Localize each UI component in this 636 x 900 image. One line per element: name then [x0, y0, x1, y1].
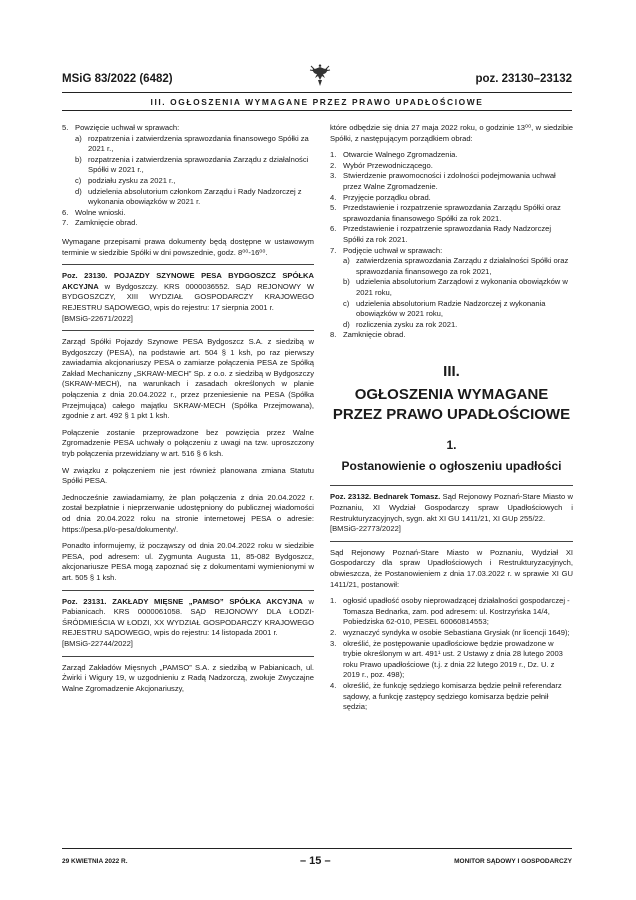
entry-23131-header: Poz. 23131. ZAKŁADY MIĘSNE „PAMSO” SPÓŁKA AKCYJNA w Pabianicach. KRS 0000061058. SĄD REJONOWY DLA ŁODZI-ŚRÓDMIEŚCIA W ŁODZI, XX WYDZIAŁ GOSPODARCZY KRAJOWEGO REJESTRU SĄDOWEGO, wpis do rejestru: 14 listopada 2001 r. [BMSiG-22744/2022] — [62, 596, 315, 648]
list-item: d) udzielenia absolutorium członkom Zarządu i Rady Nadzorczej z wykonania obowiązków w 2021 r. — [75, 186, 302, 207]
entry-ref: [BMSiG-22744/2022] — [62, 638, 133, 648]
subsection-heading: Postanowienie o ogłoszeniu upadłości — [341, 459, 562, 474]
issue-date: 29 KWIETNIA 2022 R. — [62, 858, 128, 865]
documents-note: Wymagane przepisami prawa dokumenty będą dostępne w ustawowym terminie w siedzibie Spółki w dni powszednie, godz. 8⁰⁰-16⁰⁰. — [62, 236, 314, 257]
list-item: d) rozliczenia zysku za rok 2021. — [343, 319, 458, 329]
entry-separator — [330, 485, 573, 486]
entry-separator — [62, 264, 314, 265]
paragraph: Połączenie zostanie przeprowadzone bez powzięcia przez Walne Zgromadzenie PESA uchwały o połączeniu z uwagi na tzw. uproszczony tryb połączenia przewidziany w art. 516 § 6 ksh. — [62, 427, 314, 459]
right-column — [330, 123, 573, 713]
footer-rule — [62, 848, 572, 849]
paragraph: Zarząd Spółki Pojazdy Szynowe PESA Bydgoszcz S.A. z siedzibą w Bydgoszczy (PESA), na podstawie art. 504 § 1 ksh, po raz pierwszy zawiadamia akcjonariuszy PESA o zamiarze połączenia PESA ze Spółką Zakład Mechaniczny „SKRAW-MECH” Sp. z o.o. z siedzibą w Bydgoszczy (SKRAW-MECH), na warunkach i zasadach określonych w planie połączenia z dnia 20.04.2022 r., przez przeniesienie na PESA (Spółka Przejmująca) całego majątku SKRAW-MECH (Spółka Przejmowana), zgodnie z art. 492 § 1 pkt 1 ksh. — [62, 337, 314, 421]
header-rule-bottom — [62, 110, 572, 111]
position-range: poz. 23130–23132 — [475, 73, 572, 85]
issue-number: MSiG 83/2022 (6482) — [62, 73, 173, 85]
section-number: III. — [443, 362, 460, 380]
list-item: b) rozpatrzenia i zatwierdzenia sprawozdania Zarządu z działalności Spółki w 2021 r., — [75, 154, 309, 175]
header-rule-top — [62, 92, 572, 93]
paragraph: Sąd Rejonowy Poznań-Stare Miasto w Poznaniu, Wydział XI Gospodarczy dla spraw Upadłościowych i Restrukturyzacyjnych, obwieszcza, że Postanowieniem z dnia 17.03.2022 r. w sprawie XI GU 1411/21, postanowił: — [330, 547, 573, 589]
left-column — [62, 123, 314, 700]
list-item: 2. Wybór Przewodniczącego. — [330, 160, 433, 170]
list-item: c) udzielenia absolutorium Radzie Nadzorczej z wykonania obowiązków w 2021 roku, — [343, 298, 546, 319]
paragraph: Ponadto informujemy, iż począwszy od dnia 20.04.2022 roku w siedzibie PESA, pod adresem: ul. Zygmunta Augusta 11, 85-082 Bydgoszcz, akcjonariusze PESA mogą zapoznać się z dokumentami wymienionymi w art. 505 § 1 ksh. — [62, 541, 314, 582]
list-item: a) zatwierdzenia sprawozdania Zarządu z działalności Spółki oraz sprawozdania finansowego za rok 2021, — [343, 256, 569, 276]
list-item: 8. Zamknięcie obrad. — [330, 330, 406, 340]
list-item: 2. wyznaczyć syndyka w osobie Sebastiana Grysiak (nr licencji 1649); — [330, 628, 570, 637]
decision-list — [330, 596, 573, 713]
list-item: 5. Przedstawienie i rozpatrzenie sprawozdania Zarządu Spółki oraz sprawozdania finansowego Spółki za rok 2021. — [330, 203, 561, 223]
agenda-list — [330, 150, 573, 341]
publication-name: MONITOR SĄDOWY I GOSPODARCZY — [454, 858, 572, 865]
entry-ref: [BMSiG-22671/2022] — [62, 313, 133, 323]
polish-eagle-emblem-icon — [308, 62, 332, 88]
entry-ref: [BMSiG-22773/2022] — [330, 524, 401, 534]
paragraph: Zarząd Zakładów Mięsnych „PAMSO” S.A. z siedzibą w Pabianicach, ul. Żwirki i Wigury 19, w uzgodnieniu z Radą Nadzorczą, zwołuje Zwyczajne Walne Zgromadzenie Akcjonariuszy, — [62, 662, 314, 693]
list-item: 6. Wolne wnioski. — [62, 207, 126, 217]
agenda-tail-list — [62, 123, 314, 229]
list-item: 6. Przedstawienie i rozpatrzenie sprawozdania Rady Nadzorczej Spółki za rok 2021. — [330, 224, 552, 244]
list-item: b) udzielenia absolutorium Zarządowi z wykonania obowiązków w 2021 roku, — [343, 277, 568, 297]
list-item: 4. Przyjęcie porządku obrad. — [330, 192, 431, 202]
list-item: 1. Otwarcie Walnego Zgromadzenia. — [330, 150, 458, 160]
section-running-title: III. OGŁOSZENIA WYMAGANE PRZEZ PRAWO UPADŁOŚCIOWE — [150, 97, 484, 107]
entry-separator — [330, 541, 573, 542]
entry-23132-header: Poz. 23132. Bednarek Tomasz. Sąd Rejonowy Poznań-Stare Miasto w Poznaniu, XI Wydział Gospodarczy spraw Upadłościowych i Restrukturyzacyjnych, sygn. akt XI GU 1411/21, XI GUp 255/22. [BMSiG-22773/2022] — [330, 492, 573, 534]
entry-separator — [62, 590, 314, 591]
entry-separator — [62, 330, 314, 331]
paragraph: W związku z połączeniem nie jest również planowana zmiana Statutu Spółki PESA. — [62, 465, 314, 486]
page-number: – 15 – — [300, 855, 331, 867]
list-item: c) podziału zysku za 2021 r., — [75, 175, 176, 185]
list-item: 7. Podjęcie uchwał w sprawach: — [330, 245, 443, 255]
entry-23130-header: Poz. 23130. POJAZDY SZYNOWE PESA BYDGOSZCZ SPÓŁKA AKCYJNA w Bydgoszczy. KRS 0000036552. SĄD REJONOWY W BYDGOSZCZY, XIII WYDZIAŁ GOSPODARCZY KRAJOWEGO REJESTRU SĄDOWEGO, wpis do rejestru: 17 sierpnia 2001 r. [BMSiG-22671/2022] — [62, 271, 314, 323]
paragraph: które odbędzie się dnia 27 maja 2022 roku, o godzinie 13⁰⁰, w siedzibie Spółki, z następującym porządkiem obrad: — [330, 123, 573, 143]
list-item: 7. Zamknięcie obrad. — [62, 218, 138, 228]
list-item: 5. Powzięcie uchwał w sprawach: — [62, 123, 180, 132]
entry-separator — [62, 656, 314, 657]
list-item: 4. określić, że funkcję sędziego komisarza będzie pełnił referendarz sądowy, a funkcję zastępcy sędziego komisarza będzie pełnił sędzia; — [330, 680, 562, 712]
section-heading: OGŁOSZENIA WYMAGANE PRZEZ PRAWO UPADŁOŚCIOWE — [332, 386, 571, 424]
list-item: 1. ogłosić upadłość osoby nieprowadzącej działalności gospodarczej - Tomasza Bednarka, zam. pod adresem: ul. Kostrzyńska 14/4, Pobiedziska 62-010, PESEL 60060814553; — [330, 596, 570, 627]
list-item: 3. określić, że postępowanie upadłościowe będzie prowadzone w trybie określonym w art. 491¹ ust. 2 Ustawy z dnia 28 lutego 2003 roku Prawo upadłościowe (t.j. z dnia 22 lutego 2019 r., Dz. U. z 2019 r., poz. 498); — [330, 638, 563, 680]
list-item: 3. Stwierdzenie prawomocności i zdolności podejmowania uchwał przez Walne Zgromadzenie. — [330, 171, 556, 191]
subsection-number: 1. — [446, 438, 457, 453]
paragraph: Jednocześnie zawiadamiamy, że plan połączenia z dnia 20.04.2022 r. został bezpłatnie i nieprzerwanie udostępniony do publicznej wiadomości od dnia 20.04.2022 roku na stronie internetowej PESA o adresie: https://pesa.pl/o-pesa/dokumenty/. — [62, 492, 314, 534]
list-item: a) rozpatrzenia i zatwierdzenia sprawozdania finansowego Spółki za 2021 r., — [75, 133, 309, 154]
